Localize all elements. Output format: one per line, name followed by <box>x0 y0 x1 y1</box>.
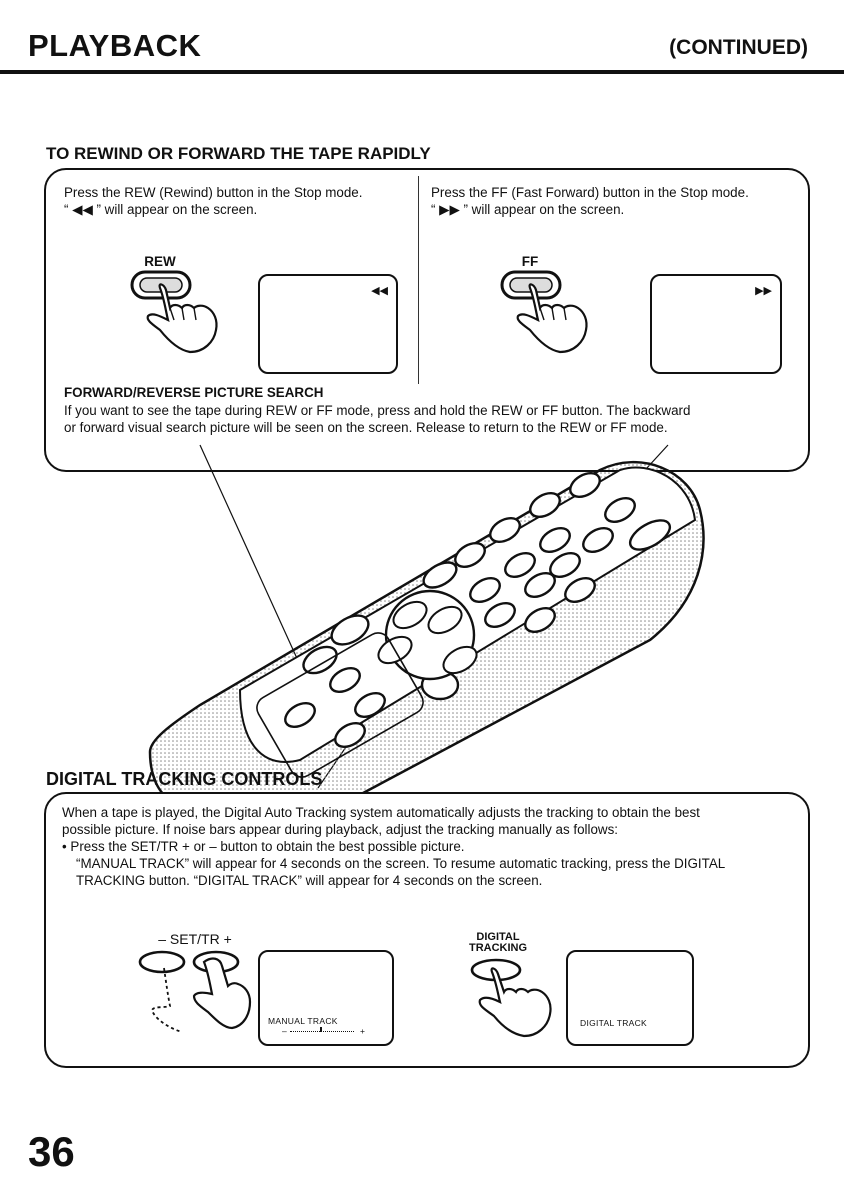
manual-track-text: MANUAL TRACK <box>268 1016 338 1026</box>
continued-label: (CONTINUED) <box>669 36 808 59</box>
manual-track-plus: + <box>360 1026 366 1036</box>
tracking-text-3: • Press the SET/TR + or – button to obtain the best possible picture. <box>62 839 465 854</box>
ff-screen-note: “ ▶▶ ” will appear on the screen. <box>431 202 625 217</box>
tracking-text-5: TRACKING button. “DIGITAL TRACK” will appear for 4 seconds on the screen. <box>76 873 543 888</box>
rew-instruction: Press the REW (Rewind) button in the Stop mode. <box>64 185 363 200</box>
ff-instruction: Press the FF (Fast Forward) button in the Stop mode. <box>431 185 749 200</box>
digital-label-line-1: DIGITAL <box>476 931 520 943</box>
digital-tracking-section-title: DIGITAL TRACKING CONTROLS <box>46 769 323 789</box>
manual-track-indicator <box>320 1027 322 1032</box>
page-title: PLAYBACK <box>28 28 202 63</box>
settr-buttons-hand-icon <box>138 948 258 1048</box>
ff-button-label: FF <box>521 254 539 269</box>
ff-screen-symbol: ▶▶ <box>755 285 772 297</box>
rew-screen-symbol: ◀◀ <box>371 285 388 297</box>
rewind-forward-section-title: TO REWIND OR FORWARD THE TAPE RAPIDLY <box>46 144 431 163</box>
rew-button-label: REW <box>144 254 176 269</box>
settr-button-label: – SET/TR + <box>158 931 232 947</box>
digital-label-line-2: TRACKING <box>468 942 528 954</box>
manual-track-minus: – <box>282 1026 288 1036</box>
digital-tracking-label <box>462 932 534 954</box>
page-number: 36 <box>28 1128 75 1175</box>
tracking-text-2: possible picture. If noise bars appear during playback, adjust the tracking manually as follows: <box>62 822 619 837</box>
manual-track-bar <box>290 1031 354 1032</box>
tracking-text-1: When a tape is played, the Digital Auto Tracking system automatically adjusts the tracking to obtain the best <box>62 805 700 820</box>
tracking-text-4: “MANUAL TRACK” will appear for 4 seconds on the screen. To resume automatic tracking, press the DIGITAL <box>76 856 726 871</box>
digital-tracking-button-hand-icon <box>470 956 580 1056</box>
digital-track-text: DIGITAL TRACK <box>580 1018 648 1028</box>
search-text-2: or forward visual search picture will be seen on the screen. Release to return to the REW or FF mode. <box>64 420 668 435</box>
search-text-1: If you want to see the tape during REW or FF mode, press and hold the REW or FF button. The backward <box>64 403 691 418</box>
manual-track-tv-screen <box>258 950 394 1046</box>
search-title: FORWARD/REVERSE PICTURE SEARCH <box>64 385 324 400</box>
rew-screen-note: “ ◀◀ ” will appear on the screen. <box>64 202 258 217</box>
digital-track-tv-screen <box>566 950 694 1046</box>
